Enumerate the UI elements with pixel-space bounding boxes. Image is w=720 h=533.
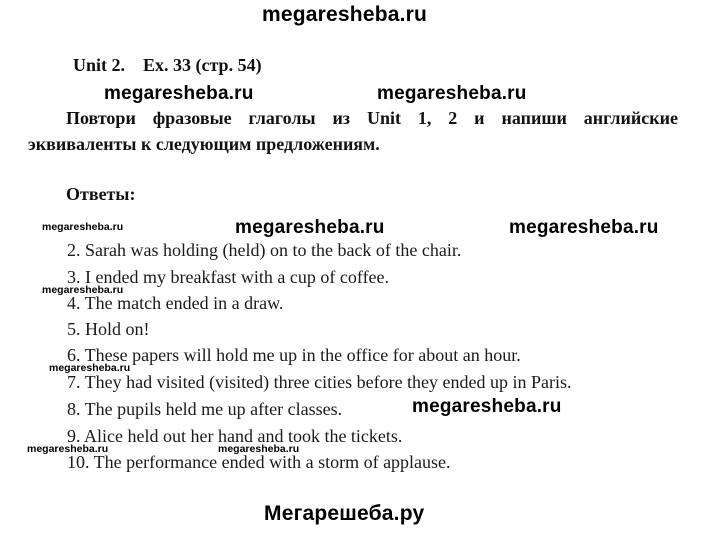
task-line-2: эквиваленты к следующим предложениям. [28, 134, 380, 154]
watermark-small: megaresheba.ru [42, 284, 124, 296]
watermark-footer: Мегарешеба.ру [264, 502, 425, 525]
task-line-1: Повтори фразовые глаголы из Unit 1, 2 и напиши английские [66, 108, 678, 128]
watermark-small: megaresheba.ru [218, 443, 300, 455]
watermark: megaresheba.ru [509, 217, 659, 238]
answer-line: 10. The performance ended with a storm of applause. [67, 452, 451, 472]
watermark: megaresheba.ru [412, 396, 562, 417]
answer-line: 7. They had visited (visited) three cities before they ended up in Paris. [67, 372, 572, 392]
watermark-small: megaresheba.ru [42, 221, 124, 233]
answer-line: 2. Sarah was holding (held) on to the back of the chair. [67, 240, 462, 260]
answer-line: 8. The pupils held me up after classes. [67, 399, 343, 419]
answer-line: 3. I ended my breakfast with a cup of coffee. [67, 267, 390, 287]
answer-line: 4. The match ended in a draw. [67, 293, 284, 313]
answer-line: 6. These papers will hold me up in the office for about an hour. [67, 345, 521, 365]
watermark-small: megaresheba.ru [27, 443, 109, 455]
task-instruction [28, 105, 678, 157]
watermark: megaresheba.ru [235, 217, 385, 238]
answer-line: 9. Alice held out her hand and took the tickets. [67, 426, 403, 446]
watermark-small: megaresheba.ru [49, 362, 131, 374]
exercise-heading: Unit 2. Ex. 33 (стр. 54) [73, 55, 262, 75]
watermark-top: megaresheba.ru [262, 3, 428, 26]
watermark: megaresheba.ru [104, 83, 254, 104]
answer-line: 5. Hold on! [67, 319, 150, 339]
answers-title: Ответы: [66, 184, 136, 204]
watermark: megaresheba.ru [377, 83, 527, 104]
